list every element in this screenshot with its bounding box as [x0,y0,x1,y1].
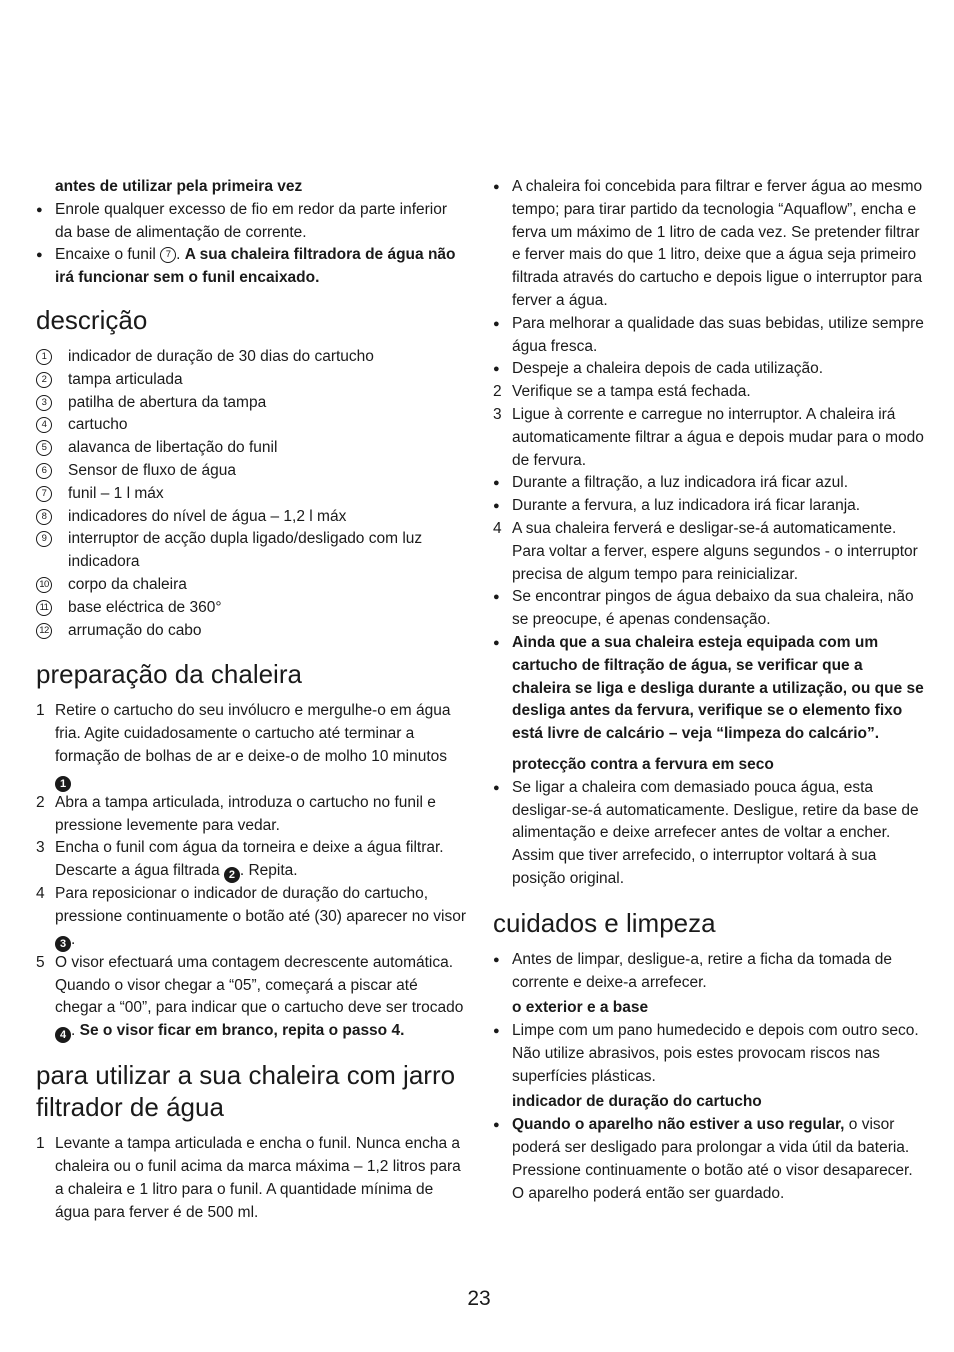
prep-step [36,837,466,883]
prep-heading: preparação da chaleira [36,659,302,690]
first-use-heading: antes de utilizar pela primeira vez [55,178,303,195]
description-item [36,414,466,437]
exterior-item: ● Limpe com um pano humedecido e depois com outro seco. Não utilize abrasivos, pois estes provocam riscos nas superfícies plásticas. [493,1022,919,1085]
first-use-item-1: ● Enrole qualquer excesso de fio em redor da parte inferior da base de alimentação de corrente. [36,200,448,241]
use-heading: para utilizar a sua chaleira com jarro filtrador de água [36,1060,456,1123]
prep-step [36,952,466,1043]
bullet-text: Durante a fervura, a luz indicadora irá ficar laranja. [512,497,861,515]
indicator-item: ● Quando o aparelho não estiver a uso regular, o visor poderá ser desligado para prolongar a vida útil da bateria. Pressione continuamente o botão até o visor desaparecer. O aparelho poderá então ser guardado. [493,1116,913,1202]
prep-step [36,883,466,952]
bullet-text: Para melhorar a qualidade das suas bebidas, utilize sempre água fresca. [512,314,924,355]
bullet-icon: ● [493,1119,500,1132]
figure-number-icon: 2 [224,867,240,883]
indicator-heading: indicador de duração do cartucho [512,1093,762,1111]
description-text: alavanca de libertação do funil [68,439,278,457]
first-use-item-2: ● Encaixe o funil 7 . A sua chaleira filtradora de água não irá funcionar sem o funil encaixado. [36,246,456,287]
description-item [36,574,466,597]
bullet-icon: ● [36,249,43,262]
circled-number: 2 [36,372,52,388]
step-bold-text: Se o visor ficar em branco, repita o passo 4. [79,1022,405,1040]
bullet-item [493,472,925,495]
description-text: cartucho [68,416,128,434]
step-text: Retire o cartucho do seu invólucro e mergulhe-o em água fria. Agite cuidadosamente o cartucho até terminar a formação de bolhas de ar e deixe-o de molho 10 minutos [55,702,451,765]
step-4: 4 A sua chaleira ferverá e desligar-se-á automaticamente. Para voltar a ferver, espere alguns segundos - o interruptor precisa de algum tempo para reinicializar. [493,519,918,583]
description-text: funil – 1 l máx [68,484,164,502]
step-text: Para reposicionar o indicador de duração do cartucho, pressione continuamente o botão até (30) aparecer no visor [55,885,466,925]
right-column [493,176,925,1205]
bullet-icon: ● [493,181,500,193]
step-number: 3 [36,839,45,857]
step-text-after: . Repita. [239,862,298,880]
description-text: indicadores do nível de água – 1,2 l máx [68,507,347,525]
description-item [36,369,466,392]
bullet-icon: ● [493,1025,500,1038]
description-item [36,392,466,415]
bullet-item [493,495,925,518]
circled-number: 10 [36,577,52,593]
description-item [36,528,466,574]
description-text: indicador de duração de 30 dias do cartucho [68,347,374,365]
care-heading: cuidados e limpeza [493,907,716,938]
circled-number: 4 [36,417,52,433]
circled-number: 11 [36,600,52,616]
circled-number: 3 [36,395,52,411]
prep-list [36,700,466,1043]
bullet-icon: ● [36,203,43,216]
description-item [36,483,466,506]
description-item [36,437,466,460]
bullet-icon: ● [493,781,500,794]
exterior-heading: o exterior e a base [512,999,649,1017]
circled-number: 8 [36,509,52,525]
condensation-note: ● Se encontrar pingos de água debaixo da sua chaleira, não se preocupe, é apenas condensação. [493,588,914,629]
description-item [36,460,466,483]
bullet-item [493,313,925,359]
description-text: interruptor de acção dupla ligado/desligado com luz indicadora [68,530,423,571]
description-item [36,346,466,369]
bullet-text: Durante a filtração, a luz indicadora irá ficar azul. [512,474,848,492]
step-number: 5 [36,953,45,971]
description-text: corpo da chaleira [68,575,187,593]
step-number: 4 [36,885,45,903]
circled-number: 7 [160,247,176,263]
bullet-text: A chaleira foi concebida para filtrar e ferver água ao mesmo tempo; para tirar partido da tecnologia “Aquaflow”, encha e ferva um máximo de 1 litro de cada vez. Se pretender filtrar e ferver mais do que 1 litro, deixe que a água seja primeiro filtrada através do cartucho e depois ligue o interruptor para ferver a água. [512,178,923,309]
page-number: 23 [467,1287,491,1310]
bullet-icon: ● [493,500,500,513]
step-text-after: . [71,1022,80,1040]
circled-number: 6 [36,463,52,479]
step-text: O visor efectuará uma contagem decrescente automática. Quando o visor chegar a “05”, começará a piscar até chegar a “00”, para indicar que o cartucho deve ser trocado [55,953,464,1017]
step-text: Encha o funil com água da torneira e deixe a água filtrar. Descarte a água filtrada [55,839,444,880]
figure-number-icon: 4 [55,1027,71,1043]
description-item [36,597,466,620]
bullet-text: Despeje a chaleira depois de cada utilização. [512,360,824,378]
care-item: ● Antes de limpar, desligue-a, retire a ficha da tomada de corrente e deixe-a arrefecer. [493,950,892,991]
description-text: Sensor de fluxo de água [68,461,237,479]
bullets-b [493,472,925,518]
circled-number: 5 [36,440,52,456]
description-text: arrumação do cabo [68,621,202,639]
bullet-icon: ● [493,636,500,649]
bullet-icon: ● [493,477,500,490]
figure-number-icon: 3 [55,936,71,952]
step-number: 2 [36,793,45,811]
bullet-item [493,176,925,313]
bullets-a [493,176,925,381]
use-step-1: 1 Levante a tampa articulada e encha o funil. Nunca encha a chaleira ou o funil acima da marca máxima – 1,2 litros para a chaleira e 1 litro para o funil. A quantidade mínima de água para ferver é de 500 ml. [36,1135,461,1221]
description-heading: descrição [36,304,148,335]
step-text: Abra a tampa articulada, introduza o cartucho no funil e pressione levemente para vedar. [55,793,436,834]
dry-heading: protecção contra a fervura em seco [512,755,774,773]
bullet-item [493,358,925,381]
bullet-icon: ● [493,317,500,330]
circled-number: 1 [36,349,52,365]
description-text: patilha de abertura da tampa [68,393,267,411]
circled-number: 7 [36,486,52,502]
circled-number: 12 [36,623,52,639]
bullet-icon: ● [493,591,500,604]
bullet-icon: ● [493,363,500,376]
left-column [36,176,466,1224]
step-text-after: . [71,930,76,948]
description-text: tampa articulada [68,370,183,388]
description-list [36,346,466,642]
step-3: 3 Ligue à corrente e carregue no interruptor. A chaleira irá automaticamente filtrar a água e depois mudar para o modo de fervura. [493,405,924,469]
circled-number: 9 [36,531,52,547]
description-text: base eléctrica de 360° [68,598,222,616]
prep-step [36,700,466,791]
step-2: 2 Verifique se a tampa está fechada. [493,383,751,401]
dry-item: ● Se ligar a chaleira com demasiado pouca água, esta desligar-se-á automaticamente. Desligue, retire da base de alimentação e deixe arrefecer antes de voltar a encher. Assim que tiver arrefecido, o interruptor voltará à sua posição original. [493,778,919,887]
figure-number-icon: 1 [55,776,71,792]
bullet-icon: ● [493,953,500,966]
description-item [36,506,466,529]
limescale-warning: ● Ainda que a sua chaleira esteja equipada com um cartucho de filtração de água, se verificar que a chaleira se liga e desliga durante a utilização, ou que se desliga antes da fervura, verifique se o elemento fixo está livre de calcário – veja “limpeza do calcário”. [493,633,924,743]
prep-step [36,792,466,838]
description-item [36,620,466,643]
step-number: 1 [36,702,45,720]
